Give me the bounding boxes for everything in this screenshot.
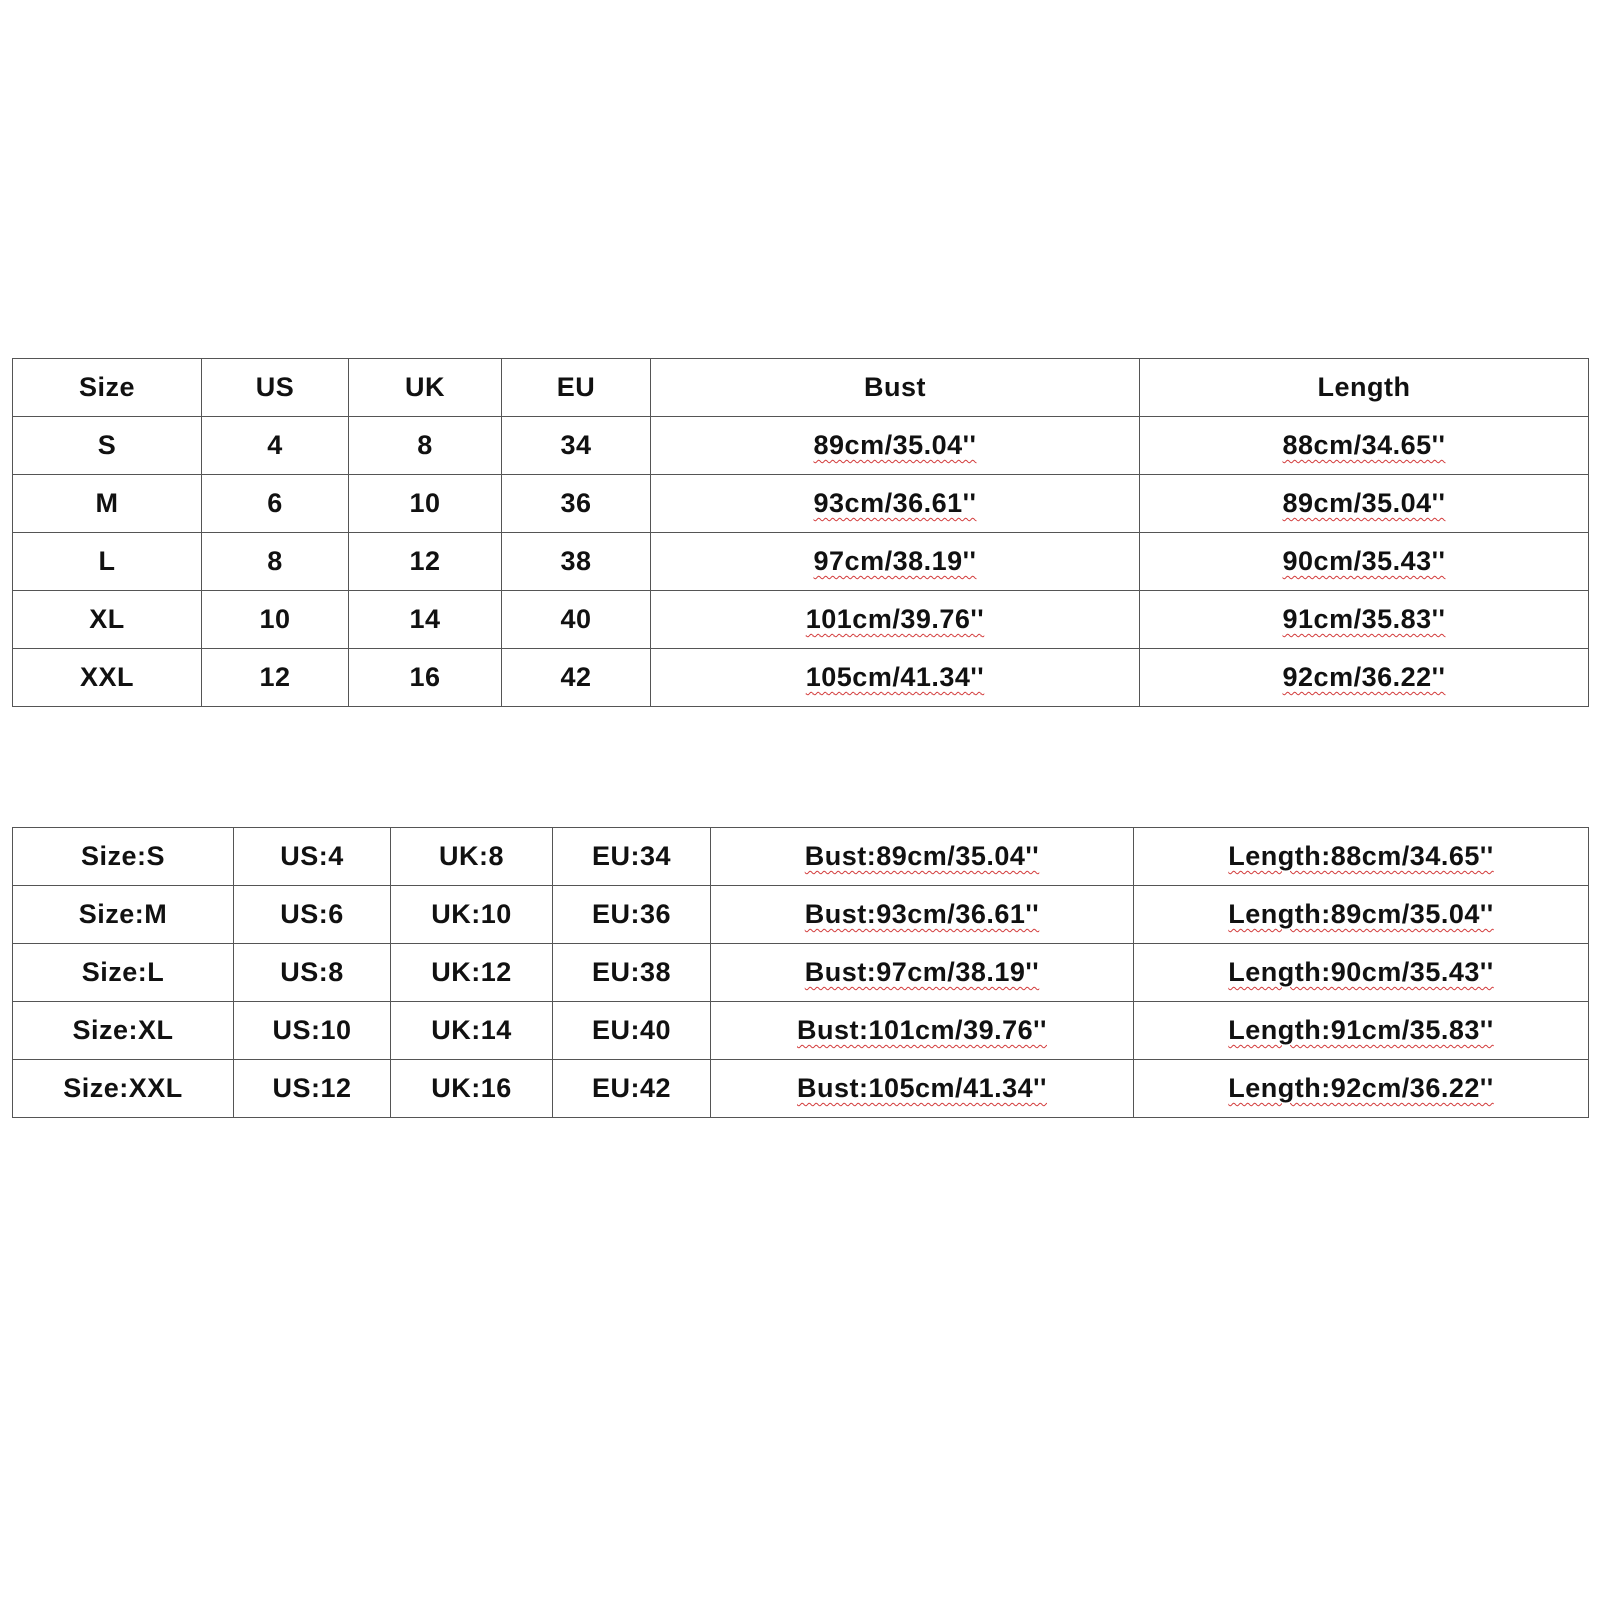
table-row: [13, 944, 1589, 1002]
table-row: [13, 1060, 1589, 1118]
size-cell: Size:L: [13, 944, 234, 1002]
uk-cell: 16: [349, 649, 502, 707]
eu-cell: EU:42: [553, 1060, 711, 1118]
header-length: Length: [1140, 359, 1589, 417]
us-cell: US:6: [234, 886, 391, 944]
length-cell: [1134, 944, 1589, 1002]
length-value: 89cm/35.04'': [1282, 488, 1446, 518]
length-cell: [1134, 1002, 1589, 1060]
bust-value: Bust:105cm/41.34'': [797, 1073, 1047, 1103]
length-value: Length:89cm/35.04'': [1228, 899, 1494, 929]
bust-value: 89cm/35.04'': [813, 430, 977, 460]
uk-cell: UK:12: [391, 944, 553, 1002]
length-value: 90cm/35.43'': [1282, 546, 1446, 576]
length-cell: [1134, 828, 1589, 886]
length-cell: [1140, 533, 1589, 591]
labeled-size-chart-table: [12, 827, 1589, 1118]
eu-cell: 42: [502, 649, 651, 707]
bust-value: 105cm/41.34'': [805, 662, 985, 692]
size-cell: XXL: [13, 649, 202, 707]
us-cell: 6: [202, 475, 349, 533]
uk-cell: UK:14: [391, 1002, 553, 1060]
eu-cell: 34: [502, 417, 651, 475]
eu-cell: 36: [502, 475, 651, 533]
eu-cell: 38: [502, 533, 651, 591]
bust-value: Bust:101cm/39.76'': [797, 1015, 1047, 1045]
bust-cell: [651, 591, 1140, 649]
length-value: 88cm/34.65'': [1282, 430, 1446, 460]
uk-cell: UK:10: [391, 886, 553, 944]
header-bust: Bust: [651, 359, 1140, 417]
size-cell: Size:M: [13, 886, 234, 944]
eu-cell: EU:38: [553, 944, 711, 1002]
size-cell: M: [13, 475, 202, 533]
bust-value: 93cm/36.61'': [813, 488, 977, 518]
length-value: Length:88cm/34.65'': [1228, 841, 1494, 871]
length-value: Length:90cm/35.43'': [1228, 957, 1494, 987]
length-value: 92cm/36.22'': [1282, 662, 1446, 692]
bust-cell: [651, 533, 1140, 591]
table-row: [13, 649, 1589, 707]
length-value: 91cm/35.83'': [1282, 604, 1446, 634]
header-uk: UK: [349, 359, 502, 417]
header-size: Size: [13, 359, 202, 417]
table-row: [13, 1002, 1589, 1060]
bust-cell: [651, 417, 1140, 475]
bust-value: Bust:93cm/36.61'': [804, 899, 1040, 929]
length-cell: [1140, 591, 1589, 649]
table-row: [13, 886, 1589, 944]
us-cell: US:10: [234, 1002, 391, 1060]
header-us: US: [202, 359, 349, 417]
bust-cell: [651, 649, 1140, 707]
table-header-row: [13, 359, 1589, 417]
bust-cell: [711, 1002, 1134, 1060]
eu-cell: EU:34: [553, 828, 711, 886]
uk-cell: 10: [349, 475, 502, 533]
size-cell: Size:XL: [13, 1002, 234, 1060]
size-cell: Size:S: [13, 828, 234, 886]
uk-cell: 8: [349, 417, 502, 475]
bust-value: Bust:97cm/38.19'': [804, 957, 1040, 987]
bust-cell: [651, 475, 1140, 533]
length-cell: [1140, 475, 1589, 533]
bust-cell: [711, 886, 1134, 944]
header-eu: EU: [502, 359, 651, 417]
uk-cell: 14: [349, 591, 502, 649]
length-cell: [1134, 1060, 1589, 1118]
length-cell: [1140, 417, 1589, 475]
table-row: [13, 591, 1589, 649]
table-row: [13, 475, 1589, 533]
us-cell: 12: [202, 649, 349, 707]
us-cell: US:4: [234, 828, 391, 886]
bust-cell: [711, 944, 1134, 1002]
us-cell: 8: [202, 533, 349, 591]
us-cell: US:12: [234, 1060, 391, 1118]
table-row: [13, 417, 1589, 475]
size-chart-table: [12, 358, 1589, 707]
table-row: [13, 828, 1589, 886]
bust-value: 97cm/38.19'': [813, 546, 977, 576]
us-cell: 4: [202, 417, 349, 475]
bust-cell: [711, 1060, 1134, 1118]
table-row: [13, 533, 1589, 591]
length-cell: [1140, 649, 1589, 707]
size-cell: XL: [13, 591, 202, 649]
size-cell: S: [13, 417, 202, 475]
length-cell: [1134, 886, 1589, 944]
uk-cell: UK:16: [391, 1060, 553, 1118]
bust-cell: [711, 828, 1134, 886]
bust-value: 101cm/39.76'': [805, 604, 985, 634]
size-cell: L: [13, 533, 202, 591]
us-cell: US:8: [234, 944, 391, 1002]
us-cell: 10: [202, 591, 349, 649]
length-value: Length:91cm/35.83'': [1228, 1015, 1494, 1045]
length-value: Length:92cm/36.22'': [1228, 1073, 1494, 1103]
eu-cell: EU:40: [553, 1002, 711, 1060]
uk-cell: UK:8: [391, 828, 553, 886]
uk-cell: 12: [349, 533, 502, 591]
eu-cell: 40: [502, 591, 651, 649]
bust-value: Bust:89cm/35.04'': [804, 841, 1040, 871]
eu-cell: EU:36: [553, 886, 711, 944]
size-cell: Size:XXL: [13, 1060, 234, 1118]
